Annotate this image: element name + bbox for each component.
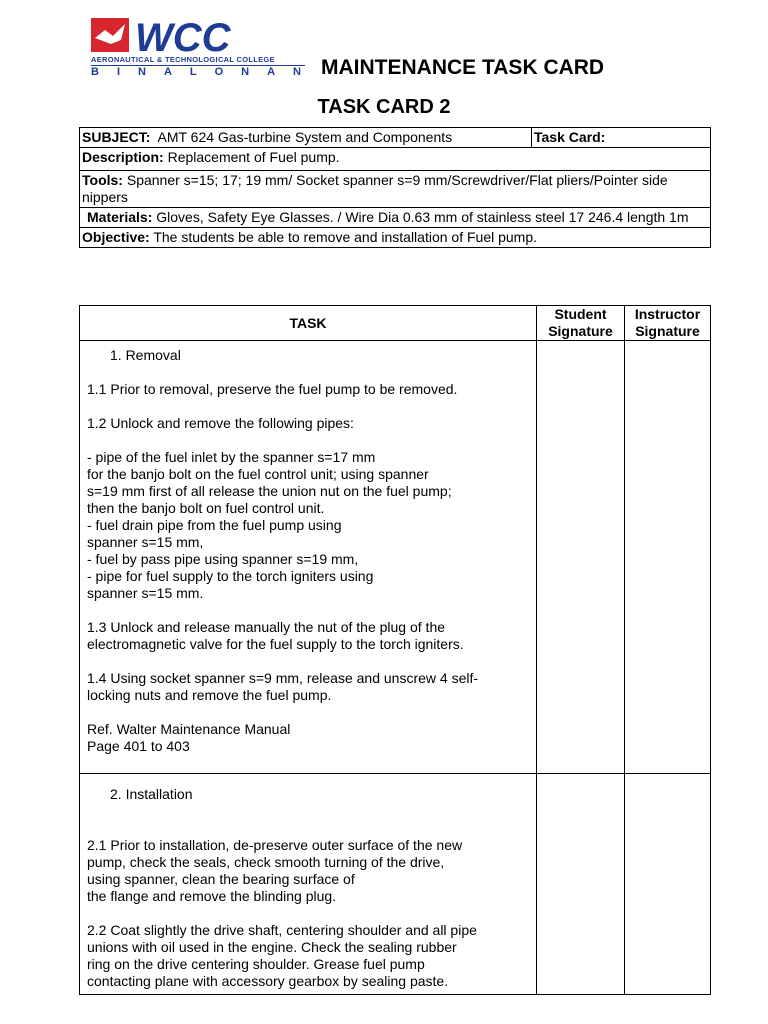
- college-name: AERONAUTICAL & TECHNOLOGICAL COLLEGE: [91, 55, 275, 64]
- materials-label: Materials:: [87, 209, 153, 225]
- step-1-1: 1.1 Prior to removal, preserve the fuel pump to be removed.: [87, 381, 458, 397]
- student-header-line1: Student: [554, 306, 607, 322]
- table-row-removal: [80, 341, 711, 774]
- installation-heading: 2. Installation: [110, 786, 193, 802]
- pipe-line-4: then the banjo bolt on fuel control unit.: [87, 500, 325, 516]
- pipe-line-6: spanner s=15 mm,: [87, 534, 204, 550]
- materials-value: Gloves, Safety Eye Glasses. / Wire Dia 0.63 mm of stainless steel 17 246.4 length 1m: [156, 209, 689, 225]
- description-row: [80, 148, 711, 171]
- step-1-3-line2: electromagnetic valve for the fuel supply to the torch igniters.: [87, 636, 464, 652]
- pipe-line-7: - fuel by pass pipe using spanner s=19 mm,: [87, 551, 359, 567]
- objective-value: The students be able to remove and installation of Fuel pump.: [153, 229, 538, 245]
- pipe-line-8: - pipe for fuel supply to the torch igniters using: [87, 568, 374, 584]
- student-signature-header: [537, 306, 625, 341]
- wcc-logo-mark-icon: [91, 18, 307, 54]
- task-column-header: TASK: [80, 306, 537, 341]
- installation-student-signature[interactable]: [537, 774, 625, 995]
- tools-value: Spanner s=15; 17; 19 mm/ Socket spanner s=9 mm/Screwdriver/Flat pliers/Pointer side nippers: [82, 172, 668, 205]
- step-2-1-line2: pump, check the seals, check smooth turning of the drive,: [87, 854, 445, 870]
- materials-cell: [80, 208, 711, 228]
- subject-label: SUBJECT:: [82, 129, 151, 145]
- description-label: Description:: [82, 149, 164, 165]
- objective-row: [80, 228, 711, 248]
- instructor-header-line2: Signature: [635, 323, 700, 339]
- info-table: [79, 127, 711, 248]
- step-1-3-line1: 1.3 Unlock and release manually the nut of the plug of the: [87, 619, 446, 635]
- task-card-cell: [532, 128, 711, 148]
- reference-line1: Ref. Walter Maintenance Manual: [87, 721, 291, 737]
- step-2-2-line1: 2.2 Coat slightly the drive shaft, centering shoulder and all pipe: [87, 922, 477, 938]
- step-2-1-line4: the flange and remove the blinding plug.: [87, 888, 337, 904]
- tools-label: Tools:: [82, 172, 123, 188]
- task-table-header: [80, 306, 711, 341]
- step-2-2-line2: unions with oil used in the engine. Check the sealing rubber: [87, 939, 457, 955]
- removal-student-signature[interactable]: [537, 341, 625, 774]
- installation-task-cell: [80, 774, 537, 995]
- document-header: [91, 14, 651, 86]
- step-1-4-line1: 1.4 Using socket spanner s=9 mm, release and unscrew 4 self-: [87, 670, 479, 686]
- task-table: [79, 305, 711, 995]
- instructor-signature-header: [625, 306, 711, 341]
- tools-row: [80, 171, 711, 208]
- subject-cell: [80, 128, 532, 148]
- pipe-line-2: for the banjo bolt on the fuel control unit; using spanner: [87, 466, 429, 482]
- wcc-logo: [91, 14, 319, 84]
- step-2-1-line1: 2.1 Prior to installation, de-preserve outer surface of the new: [87, 837, 463, 853]
- reference-line2: Page 401 to 403: [87, 738, 190, 754]
- campus-name: BINALONAN: [91, 66, 319, 78]
- pipe-line-9: spanner s=15 mm.: [87, 585, 204, 601]
- materials-row: [80, 208, 711, 228]
- objective-cell: [80, 228, 711, 248]
- description-cell: [80, 148, 711, 171]
- pipe-line-5: - fuel drain pipe from the fuel pump using: [87, 517, 342, 533]
- table-row-installation: [80, 774, 711, 995]
- instructor-header-line1: Instructor: [634, 306, 701, 322]
- description-value: Replacement of Fuel pump.: [167, 149, 340, 165]
- objective-label: Objective:: [82, 229, 150, 245]
- student-header-line2: Signature: [548, 323, 613, 339]
- installation-instructor-signature[interactable]: [625, 774, 711, 995]
- pipe-line-1: - pipe of the fuel inlet by the spanner s=17 mm: [87, 449, 376, 465]
- removal-heading: 1. Removal: [110, 347, 181, 363]
- tools-cell: [80, 171, 711, 208]
- task-card-title: TASK CARD 2: [317, 96, 451, 118]
- removal-instructor-signature[interactable]: [625, 341, 711, 774]
- step-2-2-line4: contacting plane with accessory gearbox by sealing paste.: [87, 973, 449, 989]
- task-card-label: Task Card:: [534, 129, 606, 145]
- step-1-2: 1.2 Unlock and remove the following pipes:: [87, 415, 354, 431]
- subject-row: [80, 128, 711, 148]
- removal-task-cell: [80, 341, 537, 774]
- step-1-4-line2: locking nuts and remove the fuel pump.: [87, 687, 332, 703]
- pipe-line-3: s=19 mm first of all release the union nut on the fuel pump;: [87, 483, 452, 499]
- subject-value: AMT 624 Gas-turbine System and Components: [157, 129, 453, 145]
- logo-wordmark: WCC: [135, 18, 231, 54]
- step-2-1-line3: using spanner, clean the bearing surface of: [87, 871, 355, 887]
- page-title: MAINTENANCE TASK CARD: [321, 56, 605, 79]
- step-2-2-line3: ring on the drive centering shoulder. Grease fuel pump: [87, 956, 425, 972]
